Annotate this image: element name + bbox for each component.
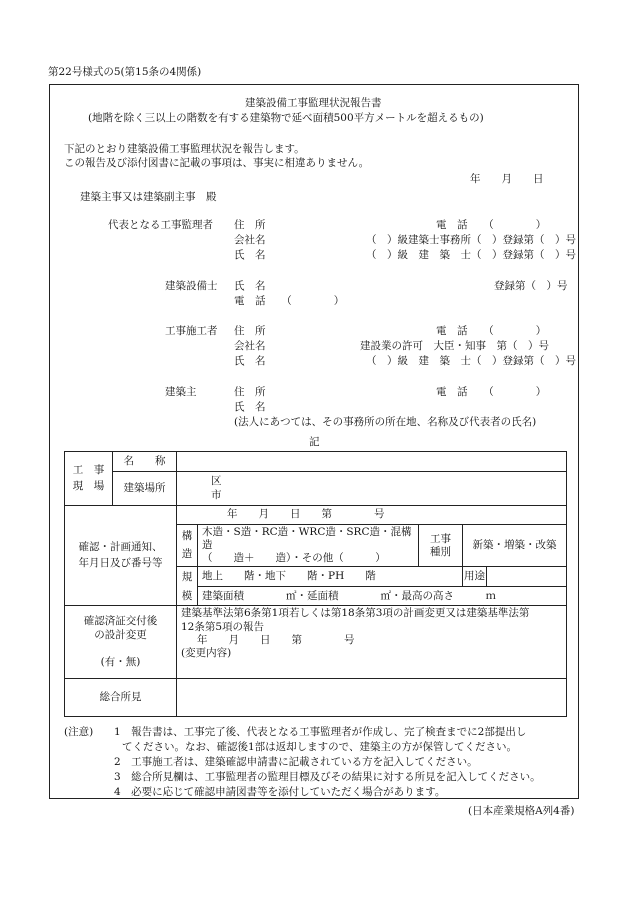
design-change-text-1: 建築基準法第6条第1項若しくは第18条第3項の計画変更又は建築基準法第 (181, 607, 530, 620)
equip-reg: 登録第（ ）号 (494, 280, 568, 292)
notes-label: (注意) (64, 726, 94, 738)
structure-label: 構 造 (177, 525, 198, 567)
rep-company-label: 会社名 (234, 234, 266, 246)
note-1b: てください。なお、確認後1部は返却しますので、建築主の方が保管してください。 (122, 741, 517, 753)
design-change-label: 確認済証交付後 の設計変更 (有・無) (65, 606, 177, 679)
structure-options-2: （ 造＋ 造）・その他（ ） (202, 552, 386, 565)
summary-value[interactable] (177, 679, 567, 717)
location-value[interactable] (177, 472, 567, 506)
confirm-date[interactable]: 年 月 日 第 号 (177, 506, 567, 525)
form-subtitle: (地階を除く三以上の階数を有する建築物で延べ面積500平方メートルを超えるもの) (88, 112, 484, 124)
rep-office-reg: （ ）級建築士事務所（ ）登録第（ ）号 (366, 234, 576, 246)
note-1a: 1 報告書は、工事完了後、代表となる工事監理者が作成し、完了検査までに2部提出し (114, 726, 527, 738)
equip-phone: 電 話 （ ） (234, 295, 345, 307)
contractor-company-label: 会社名 (234, 340, 266, 352)
work-type-label: 工事 種別 (419, 525, 463, 567)
rep-architect-reg: （ ）級 建 築 士（ ）登録第（ ）号 (366, 249, 576, 261)
intro-line-2: この報告及び添付図書に記載の事項は、事実に相違ありません。 (64, 157, 370, 169)
summary-label: 総合所見 (65, 679, 177, 717)
ward-label: 区 (211, 475, 222, 488)
structure-options-1: 木造・S造・RC造・WRC造・SRC造・混構造 (202, 526, 412, 552)
contractor-phone: 電 話 （ ） (436, 325, 547, 337)
owner-address-label: 住 所 (234, 386, 266, 398)
owner-name-label: 氏 名 (234, 401, 266, 413)
contractor-license: 建設業の許可 大臣・知事 第（ ）号 (360, 340, 549, 352)
design-change-content: (変更内容) (181, 646, 232, 659)
city-label: 市 (211, 488, 222, 501)
scale-label-bottom: 模 (177, 587, 198, 606)
form-title: 建築設備工事監理状況報告書 (245, 97, 382, 109)
use-label: 用途 (463, 567, 487, 587)
note-2: 2 工事施工者は、建築確認申請書に記載されている方を記入してください。 (114, 756, 478, 768)
contractor-name-label: 氏 名 (234, 355, 266, 367)
area-value[interactable]: 建築面積 ㎡・延面積 ㎡・最高の高さ ｍ (198, 587, 567, 606)
owner-note: (法人にあつては、その事務所の所在地、名称及び代表者の氏名) (234, 416, 537, 428)
equip-name-label: 氏 名 (234, 280, 266, 292)
scale-label-top: 規 (177, 567, 198, 587)
note-3: 3 総合所見欄は、工事監理者の監理目標及びその結果に対する所見を記入してください。 (114, 771, 541, 783)
addressee: 建築主事又は建築副主事 殿 (80, 191, 217, 203)
project-table (64, 451, 567, 717)
equip-heading: 建築設備士 (165, 280, 218, 292)
design-change-text-2: 12条第5項の報告 (181, 620, 265, 633)
structure-value[interactable] (198, 525, 419, 567)
rep-heading: 代表となる工事監理者 (108, 219, 213, 231)
rep-name-label: 氏 名 (234, 249, 266, 261)
note-4: 4 必要に応じて確認申請図書等を添付していただく場合があります。 (114, 786, 446, 798)
confirm-label: 確認・計画通知、 年月日及び番号等 (65, 506, 177, 606)
site-label: 工 事 現 場 (65, 452, 113, 506)
owner-phone: 電 話 （ ） (436, 386, 547, 398)
design-change-date: 年 月 日 第 号 (197, 633, 355, 646)
use-value[interactable] (487, 567, 567, 587)
location-label: 建築場所 (113, 472, 177, 506)
rep-address-label: 住 所 (234, 219, 266, 231)
contractor-heading: 工事施工者 (165, 325, 218, 337)
site-name-label: 名 称 (113, 452, 177, 472)
contractor-architect-reg: （ ）級 建 築 士（ ）登録第（ ）号 (366, 355, 576, 367)
report-date: 年 月 日 (470, 173, 544, 185)
intro-line-1: 下記のとおり建築設備工事監理状況を報告します。 (64, 143, 305, 155)
contractor-address-label: 住 所 (234, 325, 266, 337)
owner-heading: 建築主 (165, 386, 197, 398)
work-type-value[interactable]: 新築・増築・改築 (463, 525, 567, 567)
design-change-value[interactable] (177, 606, 567, 679)
paper-size-note: (日本産業規格A列4番) (468, 805, 575, 817)
site-name-value[interactable] (177, 452, 567, 472)
floors-value[interactable]: 地上 階・地下 階・PH 階 (198, 567, 463, 587)
form-number: 第22号様式の5(第15条の4関係) (48, 66, 202, 78)
rep-phone: 電 話 （ ） (436, 219, 547, 231)
ki-heading: 記 (309, 436, 320, 448)
